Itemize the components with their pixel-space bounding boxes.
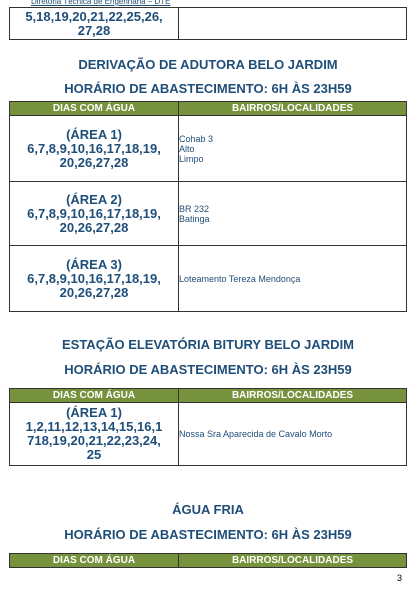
place-name: Nossa Sra Aparecida de Cavalo Morto	[179, 429, 333, 439]
section1-schedule: HORÁRIO DE ABASTECIMENTO: 6H ÀS 23H59	[64, 81, 352, 96]
days-line: 6,7,8,9,10,16,17,18,19,	[27, 270, 161, 286]
section3-col-places: BAIRROS/LOCALIDADES	[179, 554, 407, 568]
days-line: 6,7,8,9,10,16,17,18,19,	[27, 205, 161, 221]
places-cell	[179, 116, 407, 182]
place-name: Alto	[179, 143, 195, 154]
previous-days-line2: 27,28	[77, 22, 111, 38]
days-cell	[10, 246, 179, 312]
days-line: 25	[86, 447, 102, 462]
place-name: Loteamento Tereza Mendonça	[179, 273, 301, 284]
days-line: 1,2,11,12,13,14,15,16,1	[25, 419, 163, 434]
table-row	[10, 182, 407, 246]
days-cell	[10, 403, 179, 466]
page-number: 3	[396, 573, 402, 583]
days-line: 20,26,27,28	[59, 154, 129, 170]
place-name: Batinga	[179, 213, 210, 224]
section2-schedule: HORÁRIO DE ABASTECIMENTO: 6H ÀS 23H59	[64, 362, 352, 377]
section2-col-places: BAIRROS/LOCALIDADES	[179, 389, 407, 403]
section1-col-places: BAIRROS/LOCALIDADES	[179, 102, 407, 116]
place-name: Cohab 3	[179, 133, 214, 144]
area-label: (ÁREA 1)	[66, 405, 122, 420]
section1-table	[9, 101, 407, 312]
section3-title: ÁGUA FRIA	[172, 502, 244, 517]
table-row	[10, 116, 407, 182]
places-cell	[179, 246, 407, 312]
days-line: 20,26,27,28	[59, 219, 129, 235]
section2-table	[9, 388, 407, 466]
days-cell	[10, 116, 179, 182]
area-label: (ÁREA 1)	[66, 126, 122, 142]
days-cell	[10, 182, 179, 246]
cut-header-text: Diretoria Técnica de Engenharia – DTE	[31, 0, 171, 6]
section2-col-days: DIAS COM ÁGUA	[10, 389, 179, 403]
place-name: BR 232	[179, 203, 210, 214]
table-row	[10, 246, 407, 312]
previous-days-cell	[10, 8, 179, 40]
section1-title: DERIVAÇÃO DE ADUTORA BELO JARDIM	[78, 57, 338, 72]
place-name: Limpo	[179, 153, 204, 164]
days-line: 20,26,27,28	[59, 284, 129, 300]
places-cell	[179, 182, 407, 246]
section3-table	[9, 553, 407, 568]
previous-places-cell	[179, 8, 407, 40]
area-label: (ÁREA 3)	[66, 256, 122, 272]
previous-days-line1: 5,18,19,20,21,22,25,26,	[25, 8, 163, 24]
section3-schedule: HORÁRIO DE ABASTECIMENTO: 6H ÀS 23H59	[64, 527, 352, 542]
section2-title: ESTAÇÃO ELEVATÓRIA BITURY BELO JARDIM	[61, 337, 355, 352]
days-line: 6,7,8,9,10,16,17,18,19,	[27, 140, 161, 156]
section3-col-days: DIAS COM ÁGUA	[10, 554, 179, 568]
places-cell	[179, 403, 407, 466]
days-line: 718,19,20,21,22,23,24,	[27, 433, 161, 448]
table-row	[10, 403, 407, 466]
previous-table	[9, 7, 407, 40]
area-label: (ÁREA 2)	[66, 191, 122, 207]
section1-col-days: DIAS COM ÁGUA	[10, 102, 179, 116]
